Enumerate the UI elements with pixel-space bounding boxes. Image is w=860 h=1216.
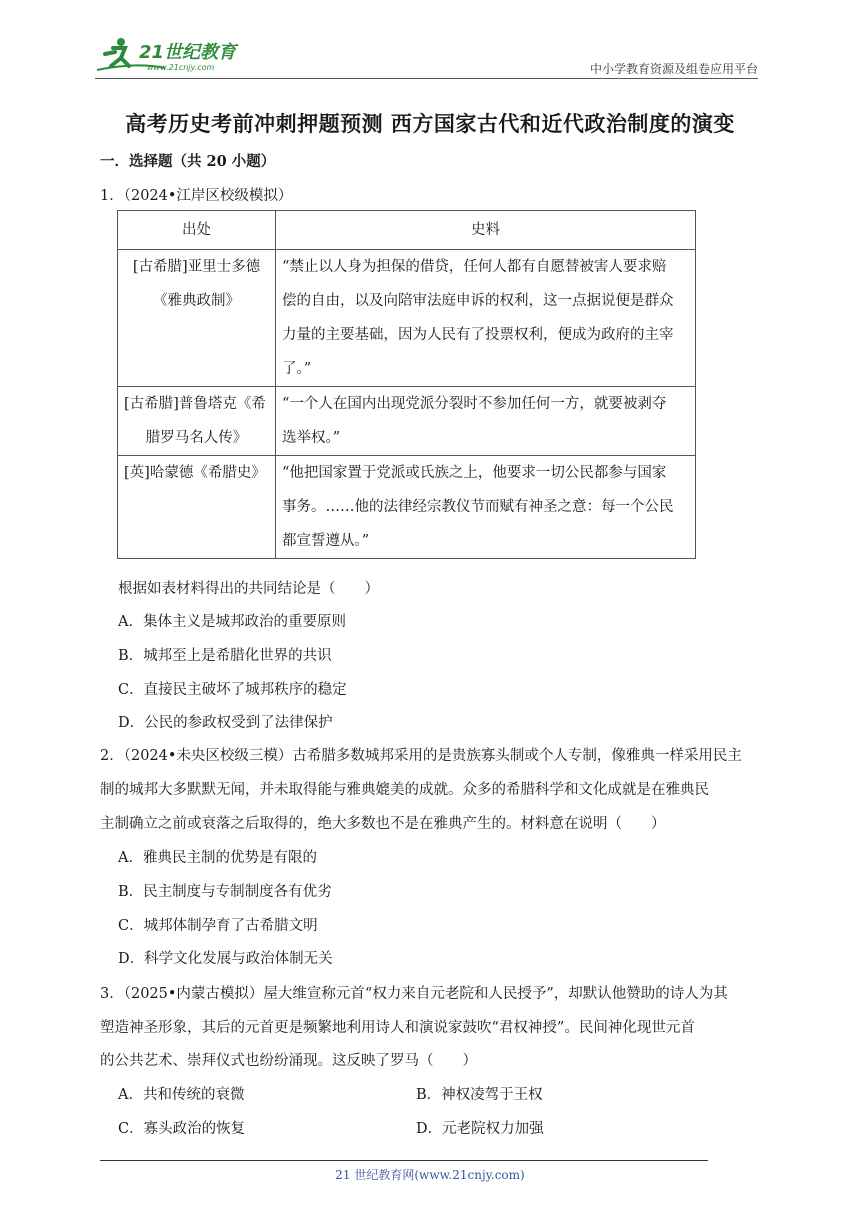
option-c[interactable]: C．直接民主破坏了城邦秩序的稳定 — [118, 682, 347, 698]
header-divider — [95, 78, 758, 79]
question-3-line: 的公共艺术、崇拜仪式也纷纷涌现。这反映了罗马（ ） — [100, 1053, 477, 1069]
page-header — [95, 30, 758, 80]
table-row — [118, 250, 696, 387]
logo-21cnjy — [95, 36, 265, 76]
table-header-row — [118, 211, 696, 250]
option-b[interactable]: B．民主制度与专制制度各有优劣 — [118, 884, 332, 900]
option-c[interactable]: C．寡头政治的恢复 — [118, 1121, 246, 1137]
table-header-material: 史料 — [276, 211, 696, 250]
table-cell-material: “一个人在国内出现党派分裂时不参加任何一方，就要被剥夺 选举权。” — [276, 387, 696, 456]
option-a[interactable]: A．集体主义是城邦政治的重要原则 — [118, 614, 346, 630]
source-table — [117, 210, 696, 559]
question-3-line: 塑造神圣形象，其后的元首更是频繁地利用诗人和演说家鼓吹“君权神授”。民间神化现世元首 — [100, 1020, 695, 1036]
table-row — [118, 387, 696, 456]
logo-url: www.21cnjy.com — [147, 63, 215, 72]
table-cell-source: [英]哈蒙德《希腊史》 — [118, 456, 276, 559]
option-d[interactable]: D．元老院权力加强 — [416, 1121, 544, 1137]
question-2-line: 制的城邦大多默默无闻，并未取得能与雅典媲美的成就。众多的希腊科学和文化成就是在雅典民 — [100, 782, 709, 798]
table-header-source: 出处 — [118, 211, 276, 250]
question-3-line: 3．（2025•内蒙古模拟）屋大维宣称元首“权力来自元老院和人民授予”，却默认他赞助的诗人为其 — [100, 986, 728, 1002]
document-title: 高考历史考前冲刺押题预测 西方国家古代和近代政治制度的演变 — [125, 111, 735, 136]
table-cell-material: “禁止以人身为担保的借贷，任何人都有自愿替被害人要求赔 偿的自由，以及向陪审法庭申诉的权利，这一点据说便是群众 力量的主要基础，因为人民有了投票权利，便成为政府的主宰 了。” — [276, 250, 696, 387]
option-c[interactable]: C．城邦体制孕育了古希腊文明 — [118, 918, 318, 934]
option-a[interactable]: A．雅典民主制的优势是有限的 — [118, 850, 317, 866]
table-cell-source: [古希腊]亚里士多德 《雅典政制》 — [118, 250, 276, 387]
option-d[interactable]: D．公民的参政权受到了法律保护 — [118, 715, 333, 731]
option-d[interactable]: D．科学文化发展与政治体制无关 — [118, 951, 333, 967]
question-1-stem: 1．（2024•江岸区校级模拟） — [100, 188, 293, 204]
table-cell-source: [古希腊]普鲁塔克《希 腊罗马名人传》 — [118, 387, 276, 456]
option-a[interactable]: A．共和传统的衰微 — [118, 1087, 245, 1103]
logo-text: 21世纪教育 — [139, 42, 237, 63]
table-cell-material: “他把国家置于党派或氏族之上，他要求一切公民都参与国家 事务。……他的法律经宗教仪节而赋有神圣之意：每一个公民 都宣誓遵从。” — [276, 456, 696, 559]
footer-link[interactable]: 21 世纪教育网(www.21cnjy.com) — [335, 1168, 525, 1182]
question-2-line: 2．（2024•未央区校级三模）古希腊多数城邦采用的是贵族寡头制或个人专制，像雅典一样采用民主 — [100, 748, 742, 764]
table-row — [118, 456, 696, 559]
option-b[interactable]: B．神权凌驾于王权 — [416, 1087, 543, 1103]
footer-divider — [100, 1160, 708, 1161]
question-2-line: 主制确立之前或衰落之后取得的，绝大多数也不是在雅典产生的。材料意在说明（ ） — [100, 816, 666, 832]
question-1-prompt: 根据如表材料得出的共同结论是（ ） — [118, 581, 379, 597]
platform-name: 中小学教育资源及组卷应用平台 — [589, 62, 758, 76]
option-b[interactable]: B．城邦至上是希腊化世界的共识 — [118, 648, 332, 664]
section-heading: 一．选择题（共 20 小题） — [100, 153, 276, 170]
